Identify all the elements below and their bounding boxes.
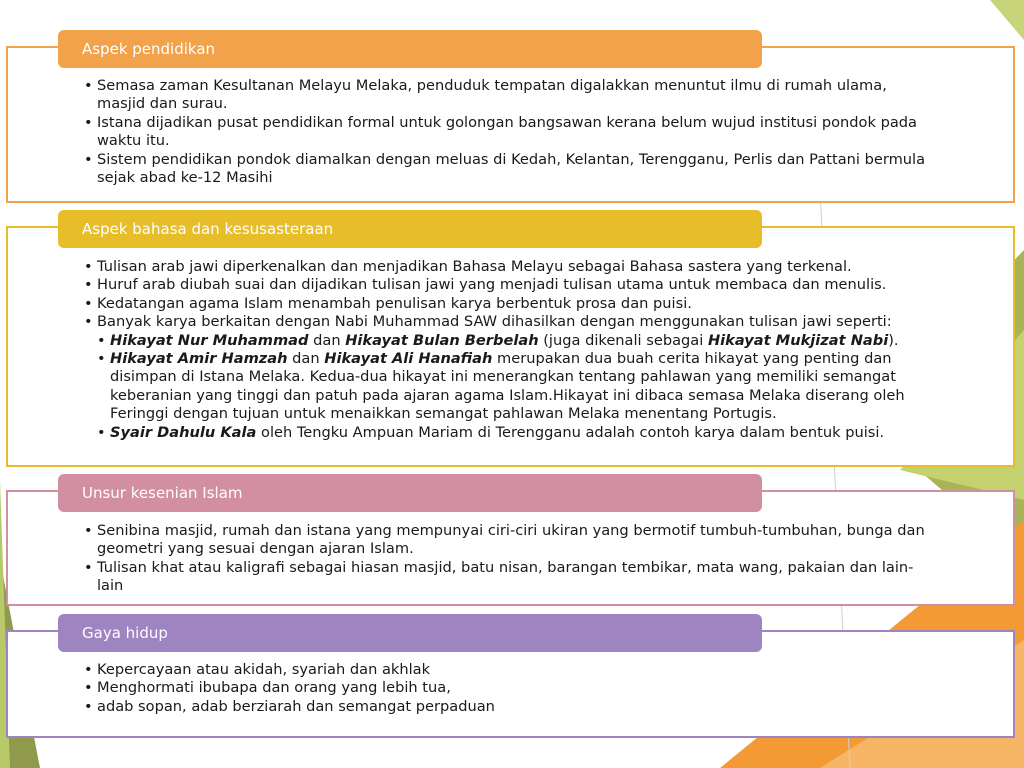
list-item: • Kedatangan agama Islam menambah penulisan karya berbentuk prosa dan puisi. bbox=[84, 294, 692, 312]
list-item: • Banyak karya berkaitan dengan Nabi Muhammad SAW dihasilkan dengan menggunakan tulisan jawi seperti: bbox=[84, 313, 892, 331]
sub-list-item: • Hikayat Nur Muhammad dan Hikayat Bulan Berbelah (juga dikenali sebagai Hikayat Mukjizat Nabi). bbox=[97, 331, 899, 349]
list-item: • Istana dijadikan pusat pendidikan formal untuk golongan bangsawan kerana belum wujud institusi pondok pada waktu itu. bbox=[84, 113, 917, 150]
section-header: Unsur kesenian Islam bbox=[58, 474, 762, 512]
list-item: • Tulisan khat atau kaligrafi sebagai hiasan masjid, batu nisan, barangan tembikar, mata wang, pakaian dan lain-lain bbox=[84, 558, 914, 595]
section-content bbox=[84, 77, 930, 187]
list-item: • Tulisan arab jawi diperkenalkan dan menjadikan Bahasa Melayu sebagai Bahasa sastera yang terkenal. bbox=[84, 258, 852, 275]
section-content bbox=[84, 661, 930, 716]
section-header: Aspek bahasa dan kesusasteraan bbox=[58, 210, 762, 248]
section-content bbox=[84, 258, 930, 442]
sub-list-item: • Syair Dahulu Kala oleh Tengku Ampuan Mariam di Terengganu adalah contoh karya dalam bentuk puisi. bbox=[97, 423, 885, 441]
list-item: • Menghormati ibubapa dan orang yang lebih tua, bbox=[84, 679, 451, 697]
list-item: • Sistem pendidikan pondok diamalkan dengan meluas di Kedah, Kelantan, Terengganu, Perlis dan Pattani bermula sejak abad ke-12 Masihi bbox=[84, 150, 926, 187]
list-item: • Huruf arab diubah suai dan dijadikan tulisan jawi yang menjadi tulisan utama untuk membaca dan menulis. bbox=[84, 276, 887, 294]
sub-list-item: • Hikayat Amir Hamzah dan Hikayat Ali Hanafiah merupakan dua buah cerita hikayat yang penting dan disimpan di Istana Melaka. Kedua-dua hikayat ini menerangkan tentang pahlawan yang memiliki semangat keberanian yang tinggi dan patuh pada ajaran agama Islam.Hikayat ini dibaca semasa Melaka diserang oleh Feringgi dengan tujuan untuk menaikkan semangat pahlawan Melaka menentang Portugis. bbox=[97, 350, 905, 423]
section-header: Gaya hidup bbox=[58, 614, 762, 652]
section-content bbox=[84, 522, 930, 596]
list-item: • adab sopan, adab berziarah dan semangat perpaduan bbox=[84, 697, 495, 715]
section-header: Aspek pendidikan bbox=[58, 30, 762, 68]
list-item: • Kepercayaan atau akidah, syariah dan akhlak bbox=[84, 661, 431, 678]
list-item: • Senibina masjid, rumah dan istana yang mempunyai ciri-ciri ukiran yang bermotif tumbuh-tumbuhan, bunga dan geometri yang sesuai dengan ajaran Islam. bbox=[84, 522, 925, 558]
list-item: • Semasa zaman Kesultanan Melayu Melaka, penduduk tempatan digalakkan menuntut ilmu di rumah ulama, masjid dan surau. bbox=[84, 77, 887, 113]
lime-corner-shape bbox=[990, 0, 1024, 40]
